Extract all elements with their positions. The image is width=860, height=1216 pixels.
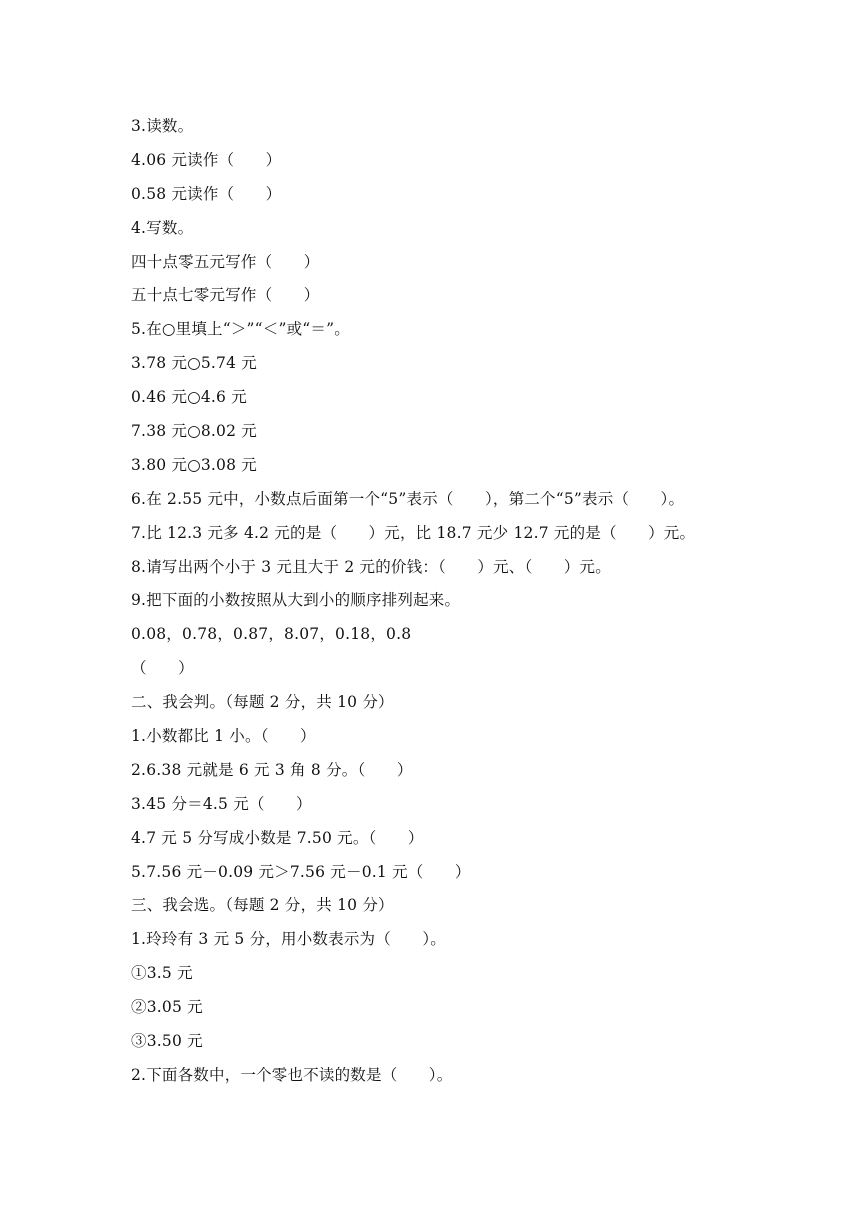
question-3-item-2: 0.58 元读作（ ） (131, 184, 282, 203)
choice-option-1: ①3.5 元 (131, 964, 193, 983)
question-4-heading: 4.写数。 (131, 218, 194, 237)
question-9-answer-blank: （ ） (131, 659, 194, 678)
choice-question-1: 1.玲玲有 3 元 5 分，用小数表示为（ ）。 (131, 930, 446, 949)
judge-item-3: 3.45 分＝4.5 元（ ） (131, 794, 312, 813)
question-4-item-2: 五十点七零元写作（ ） (131, 286, 320, 305)
question-6: 6.在 2.55 元中，小数点后面第一个“5”表示（ ），第二个“5”表示（ ）。 (131, 489, 685, 508)
choice-option-3: ③3.50 元 (131, 1032, 203, 1051)
question-5-item-4: 3.80 元○3.08 元 (131, 455, 258, 474)
question-3-heading: 3.读数。 (131, 117, 194, 135)
question-5-item-2: 0.46 元○4.6 元 (131, 388, 247, 407)
question-7: 7.比 12.3 元多 4.2 元的是（ ）元，比 18.7 元少 12.7 元的是（ ）元。 (131, 523, 696, 542)
question-5-item-3: 7.38 元○8.02 元 (131, 422, 258, 441)
question-3-item-1: 4.06 元读作（ ） (131, 150, 282, 169)
question-4-item-1: 四十点零五元写作（ ） (131, 252, 320, 271)
judge-item-1: 1.小数都比 1 小。（ ） (131, 727, 316, 746)
judge-item-2: 2.6.38 元就是 6 元 3 角 8 分。（ ） (131, 760, 413, 779)
worksheet-page (131, 110, 771, 1093)
question-5-item-1: 3.78 元○5.74 元 (131, 354, 258, 373)
question-8: 8.请写出两个小于 3 元且大于 2 元的价钱：（ ）元、（ ）元。 (131, 557, 611, 576)
section-2-title: 二、我会判。（每题 2 分，共 10 分） (131, 693, 394, 712)
question-9-numbers: 0.08，0.78，0.87，8.07，0.18，0.8 (131, 625, 412, 644)
choice-option-2: ②3.05 元 (131, 998, 203, 1017)
judge-item-4: 4.7 元 5 分写成小数是 7.50 元。（ ） (131, 828, 424, 847)
question-5-heading: 5.在○里填上“＞”“＜”或“＝”。 (131, 320, 350, 339)
choice-question-2: 2.下面各数中，一个零也不读的数是（ ）。 (131, 1065, 453, 1084)
section-3-title: 三、我会选。（每题 2 分，共 10 分） (131, 896, 394, 915)
question-9-heading: 9.把下面的小数按照从大到小的顺序排列起来。 (131, 591, 461, 610)
judge-item-5: 5.7.56 元－0.09 元＞7.56 元－0.1 元（ ） (131, 862, 471, 881)
